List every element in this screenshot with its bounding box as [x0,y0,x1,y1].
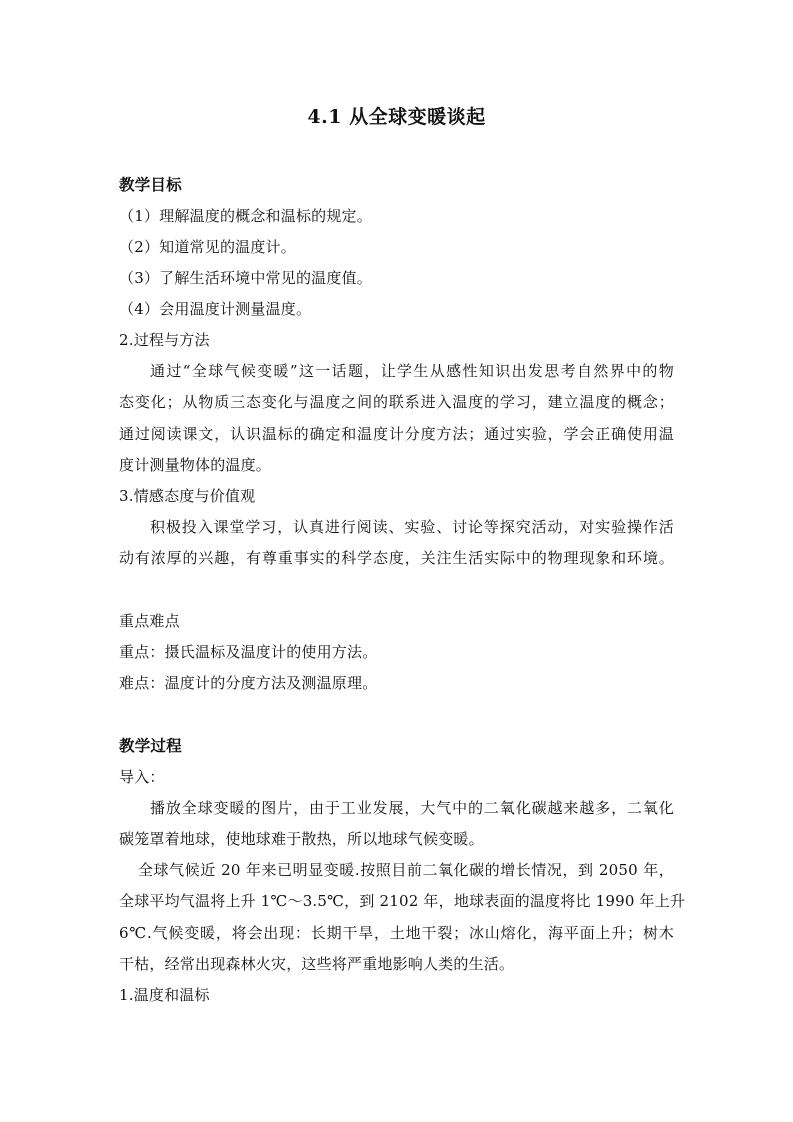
process-method-line-1 [150,361,674,381]
intro-text-1: 播放全球变暖的图片，由于工业发展，大气中的二氧化碳越来越多，二氧化 [150,799,674,817]
attitude-line-1 [150,517,674,537]
process-method-text-3: 通过阅读课文，认识温标的确定和温度计分度方法；通过实验，学会正确使用温 [119,425,674,443]
warming-text-3: 6℃.气候变暖，将会出现：长期干旱，土地干裂；冰山熔化，海平面上升；树木 [119,924,674,942]
teaching-process-heading: 教学过程 [119,736,182,755]
key-points-heading: 重点难点 [119,612,180,630]
warming-line-1 [138,860,674,880]
intro-label: 导入： [119,768,165,786]
warming-line-2 [119,891,686,911]
objective-item-3: （3）了解生活环境中常见的温度值。 [119,269,372,287]
key-point-focus: 重点：摄氏温标及温度计的使用方法。 [119,643,378,661]
intro-line-1 [150,798,674,818]
attitude-text-2: 动有浓厚的兴趣，有尊重事实的科学态度，关注生活实际中的物理现象和环境。 [119,549,674,567]
attitude-line-2 [119,548,674,568]
attitude-text-1: 积极投入课堂学习，认真进行阅读、实验、讨论等探究活动，对实验操作活 [150,518,674,536]
objective-item-4: （4）会用温度计测量温度。 [119,300,312,318]
page-title: 4.1 从全球变暖谈起 [307,106,486,128]
process-method-text-2: 态变化；从物质三态变化与温度之间的联系进入温度的学习，建立温度的概念； [119,393,674,411]
warming-text-1: 全球气候近 20 年来已明显变暖.按照目前二氧化碳的增长情况，到 2050 年， [138,861,674,879]
process-method-line-2 [119,392,674,412]
attitude-heading: 3.情感态度与价值观 [119,487,256,505]
warming-line-4: 干枯，经常出现森林火灾，这些将严重地影响人类的生活。 [119,955,515,973]
process-method-line-4: 度计测量物体的温度。 [119,456,272,474]
process-method-heading: 2.过程与方法 [119,331,210,349]
key-point-difficulty: 难点：温度计的分度方法及测温原理。 [119,674,378,692]
section-temperature-heading: 1.温度和温标 [119,986,210,1004]
warming-text-2: 全球平均气温将上升 1℃～3.5℃，到 2102 年，地球表面的温度将比 1990 年上升 [119,892,686,910]
process-method-line-3 [119,424,674,444]
objective-item-2: （2）知道常见的温度计。 [119,238,296,256]
objectives-heading: 教学目标 [119,175,182,194]
objective-item-1: （1）理解温度的概念和温标的规定。 [119,207,372,225]
intro-line-2: 碳笼罩着地球，使地球难于散热，所以地球气候变暖。 [119,830,484,848]
process-method-text-1: 通过“全球气候变暖”这一话题，让学生从感性知识出发思考自然界中的物 [150,362,674,380]
warming-line-3 [119,923,674,943]
